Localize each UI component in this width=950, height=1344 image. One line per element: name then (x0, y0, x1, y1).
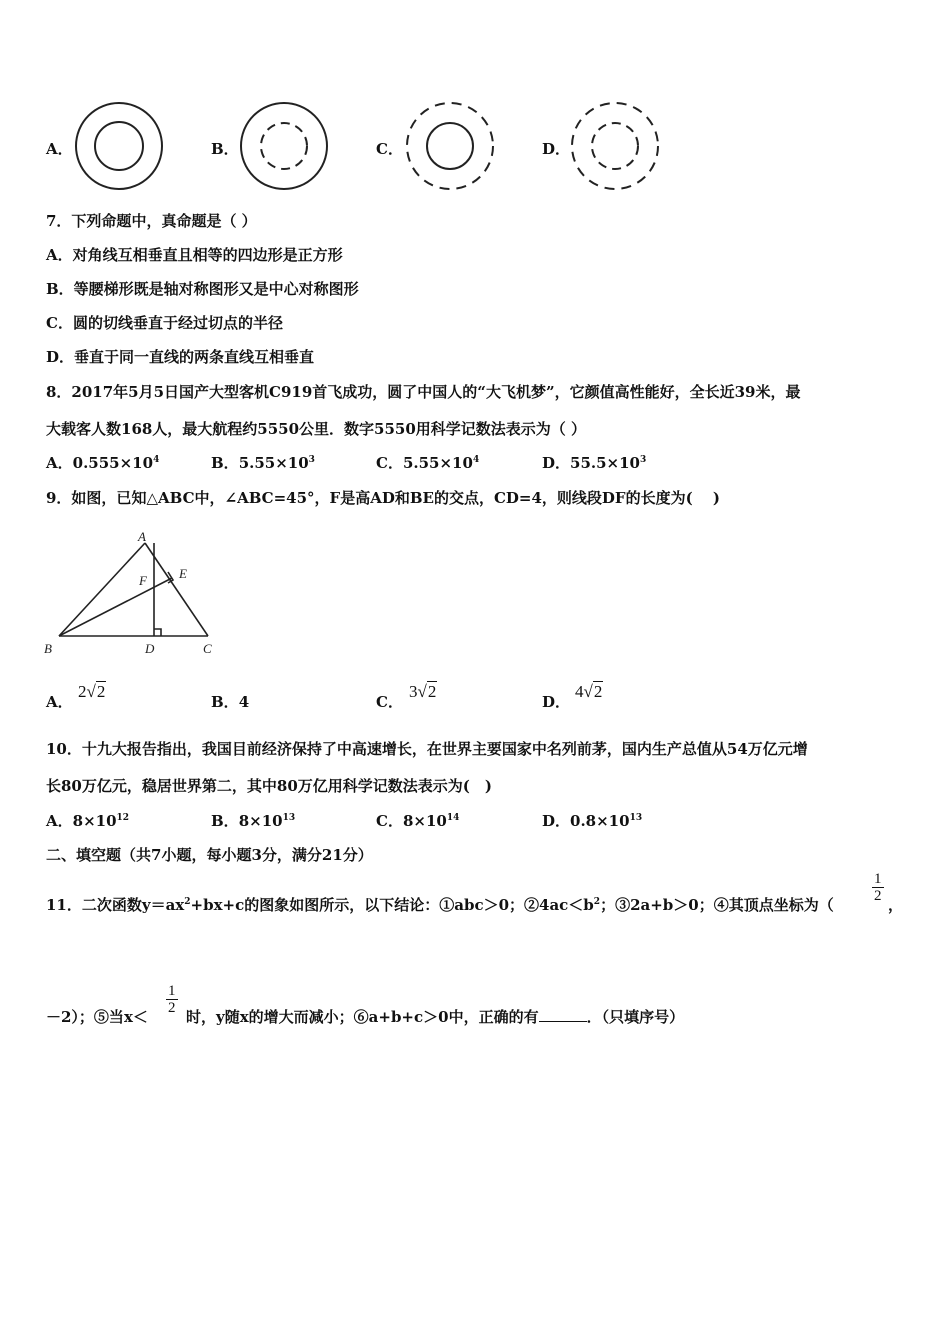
q10-option-a: A．$8\times 10^{12}$ (46, 812, 130, 830)
sqrt-icon: √ (86, 682, 96, 701)
concentric-circles-dashed-solid-icon (403, 100, 497, 192)
q9-option-a-value: 2√2 (78, 682, 106, 701)
vertex-label-e: E (179, 566, 187, 581)
q8-stem-line2: 大载客人数168人，最大航程约5550公里．数字5550用科学记数法表示为（ ） (46, 420, 587, 438)
option-label: A． (46, 454, 73, 472)
q6-option-c-figure (403, 100, 497, 192)
option-exponent: 4 (153, 455, 160, 465)
q6-option-d-figure (568, 100, 662, 192)
option-value: 0.555×10 (72, 454, 154, 472)
q6-option-c-label: C． (376, 140, 403, 158)
q7-option-b: B．等腰梯形既是轴对称图形又是中心对称图形 (46, 280, 359, 298)
q10-stem-line2: 长80万亿元，稳居世界第二，其中80万亿用科学记数法表示为( ) (46, 777, 492, 795)
answer-blank[interactable] (539, 1007, 587, 1022)
q8-option-c (376, 453, 479, 473)
q9-option-b: B．4 (211, 693, 250, 711)
option-value: 5.55×10 (402, 454, 473, 472)
option-value: 55.5×10 (570, 454, 640, 472)
option-label: C． (376, 454, 403, 472)
q7-option-a: A．对角线互相垂直且相等的四边形是正方形 (46, 246, 343, 264)
q11-comma: ， (888, 896, 904, 914)
q8-stem-line1: 8．2017年5月5日国产大型客机C919首飞成功，圆了中国人的“大飞机梦”，它颜值高性能好，全长近39米，最 (46, 383, 801, 401)
q8-option-a (46, 453, 159, 473)
option-exponent: 3 (308, 455, 315, 465)
q7-stem: 7．下列命题中，真命题是（ ） (46, 212, 257, 230)
option-label: D． (542, 454, 571, 472)
concentric-circles-dashed-dashed-icon (568, 100, 662, 192)
q9-option-a-label: A． (46, 693, 73, 711)
vertex-label-d: D (145, 641, 155, 656)
q9-triangle-figure (40, 525, 230, 665)
vertex-label-a: A (138, 529, 146, 544)
q6-option-b-figure (237, 100, 331, 192)
q6-option-a-figure (72, 100, 166, 192)
q11-line2-rest: 时，y随x的增大而减小；⑥a+b+c＞0中，正确的有 ．（只填序号） (186, 1008, 685, 1026)
section-heading: 二、填空题（共7小题，每小题3分，满分21分） (46, 846, 373, 864)
vertex-label-c: C (203, 641, 212, 656)
concentric-circles-solid-dashed-icon (237, 100, 331, 192)
q6-option-a-label: A． (46, 140, 73, 158)
vertex-label-b: B (44, 641, 52, 656)
vertex-label-f: F (139, 573, 147, 588)
option-exponent: 3 (640, 455, 647, 465)
option-value: 5.55×10 (238, 454, 309, 472)
sqrt-icon: √ (583, 682, 593, 701)
q10-stem-line1: 10．十九大报告指出，我国目前经济保持了中高速增长，在世界主要国家中名列前茅，国内生产总值从54万亿元增 (46, 740, 808, 758)
q10-option-d: D．$0.8\times 10^{13}$ (542, 812, 643, 830)
q7-option-d: D．垂直于同一直线的两条直线互相垂直 (46, 348, 315, 366)
option-exponent: 4 (472, 455, 480, 465)
q8-option-d (542, 453, 646, 473)
q11-line2-fraction-half: $\frac{1}{2}$ (168, 983, 176, 1016)
q6-option-d-label: D． (542, 140, 571, 158)
q8-option-b (211, 453, 315, 473)
q9-stem: 9．如图，已知△ABC中，∠ABC=45°，F是高AD和BE的交点，CD=4，则线段DF的长度为( ) (46, 489, 720, 507)
q9-option-c-label: C． (376, 693, 403, 711)
q11-line1: 11．二次函数$y=ax^2+bx+c$的图象如图所示，以下结论：①abc＞0；$②4ac<b^2$；③2a+b＞0；④其顶点坐标为（ (46, 896, 834, 914)
q10-option-b: B．$8\times 10^{13}$ (211, 812, 296, 830)
q11-line2-start: －2）；⑤当x＜ (46, 1008, 148, 1026)
concentric-circles-solid-solid-icon (72, 100, 166, 192)
q9-option-d-value: 4√2 (575, 682, 603, 701)
q10-option-c: C．$8\times 10^{14}$ (376, 812, 460, 830)
sqrt-icon: √ (417, 682, 427, 701)
q7-option-c: C．圆的切线垂直于经过切点的半径 (46, 314, 283, 332)
q6-option-b-label: B． (211, 140, 239, 158)
triangle-diagram-icon (40, 525, 230, 665)
q11-fraction-half: $\frac{1}{2}$ (874, 871, 882, 904)
option-label: B． (211, 454, 239, 472)
q9-option-d-label: D． (542, 693, 571, 711)
q9-option-c-value: 3√2 (409, 682, 437, 701)
